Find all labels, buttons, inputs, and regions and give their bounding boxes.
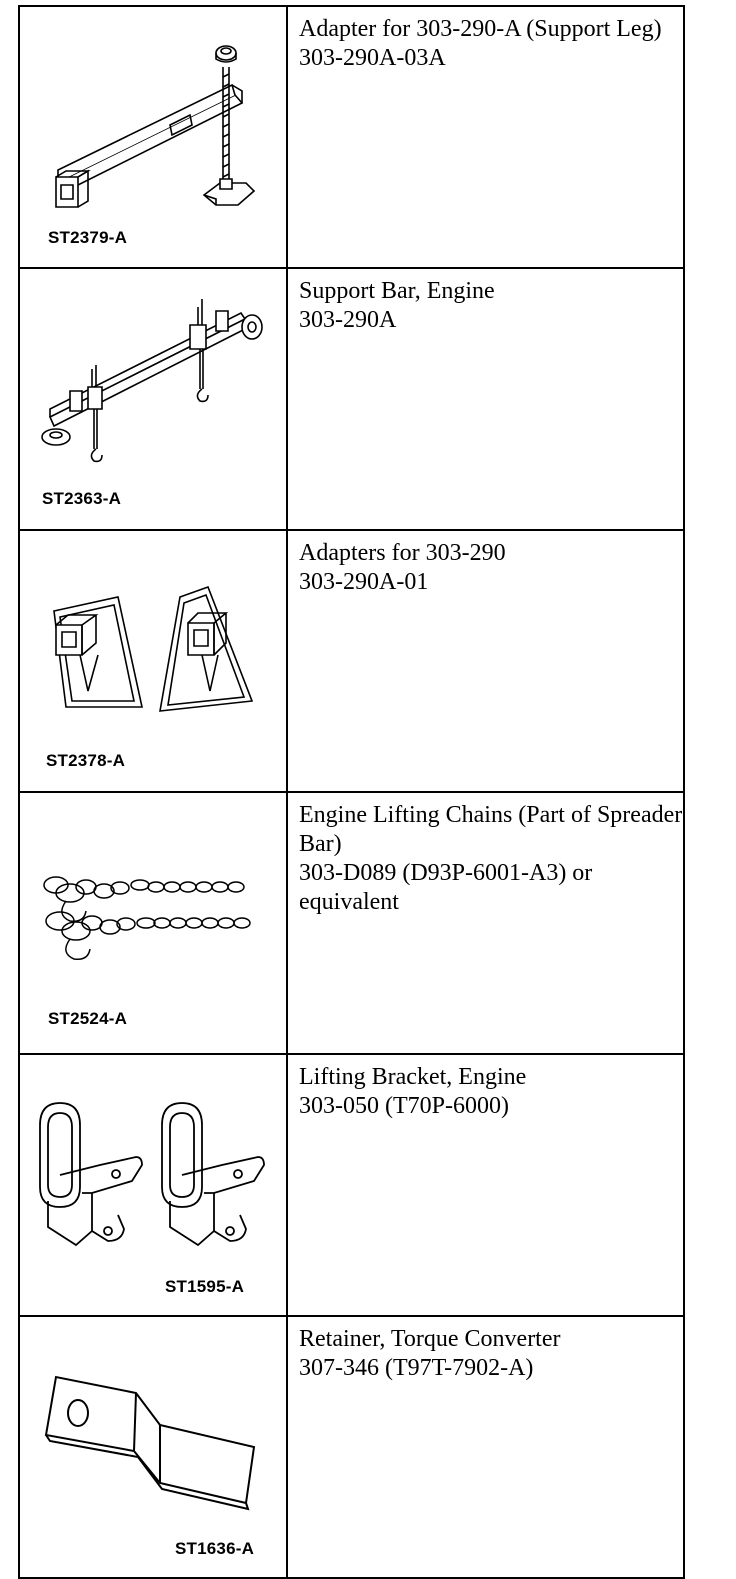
tool-part-number: 303-290A xyxy=(299,307,397,333)
tool-part-number: 303-290A-03A xyxy=(299,45,446,71)
illustration-cell xyxy=(19,6,287,268)
figure-id: ST2363-A xyxy=(42,489,122,508)
tool-part-number: 303-050 (T70P-6000) xyxy=(299,1093,509,1119)
table-row xyxy=(19,792,684,1054)
tool-description: Adapters for 303-290 xyxy=(299,540,506,566)
description-cell xyxy=(287,530,684,792)
lifting-bracket-icon xyxy=(20,1055,286,1307)
table-row xyxy=(19,530,684,792)
description-cell xyxy=(287,6,684,268)
figure-id: ST1636-A xyxy=(175,1539,255,1558)
table-row xyxy=(19,1054,684,1316)
illustration-cell xyxy=(19,792,287,1054)
table-row xyxy=(19,6,684,268)
description-cell xyxy=(287,268,684,530)
illustration-cell xyxy=(19,530,287,792)
figure-id: ST1595-A xyxy=(165,1277,245,1296)
tool-description: Engine Lifting Chains (Part of Spreader Bar) xyxy=(299,802,683,857)
lifting-chains-icon xyxy=(20,793,286,1045)
table-row xyxy=(19,268,684,530)
tool-part-number: 303-D089 (D93P-6001-A3) or equivalent xyxy=(299,860,593,915)
tool-description: Support Bar, Engine xyxy=(299,278,495,304)
support-leg-adapter-icon xyxy=(20,7,286,259)
tool-part-number: 303-290A-01 xyxy=(299,569,429,595)
illustration-cell xyxy=(19,1316,287,1578)
torque-converter-retainer-icon xyxy=(20,1317,286,1569)
tool-part-number: 307-346 (T97T-7902-A) xyxy=(299,1355,534,1381)
description-cell xyxy=(287,1054,684,1316)
figure-id: ST2379-A xyxy=(48,228,128,247)
description-cell xyxy=(287,1316,684,1578)
description-cell xyxy=(287,792,684,1054)
adapters-pair-icon xyxy=(20,531,286,783)
table-row xyxy=(19,1316,684,1578)
tool-description: Retainer, Torque Converter xyxy=(299,1326,561,1352)
illustration-cell xyxy=(19,1054,287,1316)
tool-description: Lifting Bracket, Engine xyxy=(299,1064,527,1090)
engine-support-bar-icon xyxy=(20,269,286,521)
figure-id: ST2524-A xyxy=(48,1009,128,1028)
special-tools-table xyxy=(18,5,685,1579)
illustration-cell xyxy=(19,268,287,530)
tool-description: Adapter for 303-290-A (Support Leg) xyxy=(299,16,662,42)
figure-id: ST2378-A xyxy=(46,751,126,770)
